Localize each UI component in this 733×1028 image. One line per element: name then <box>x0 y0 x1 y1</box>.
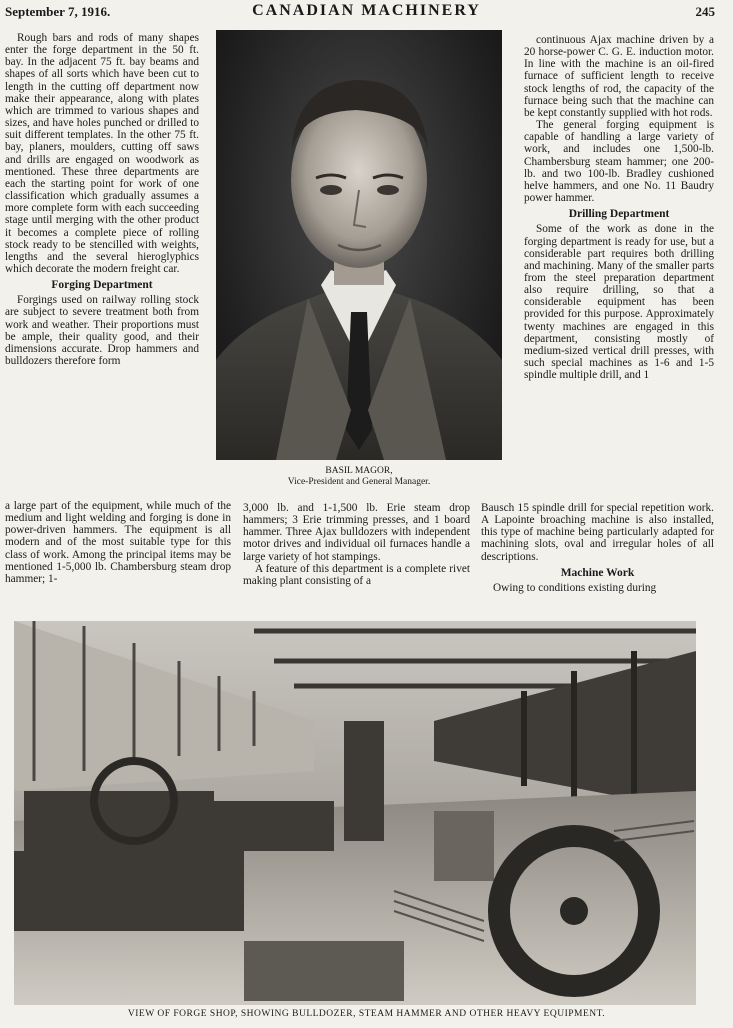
portrait-caption <box>216 466 502 488</box>
section-heading-forging: Forging Department <box>51 279 153 292</box>
section-heading-drilling: Drilling Department <box>568 208 670 221</box>
section-heading-machine-work: Machine Work <box>560 566 635 579</box>
column-3 <box>524 34 714 381</box>
paragraph: Bausch 15 spindle drill for special repetition work. A Lapointe broaching machine is also installed, this type of machine being particularly adapted for machining slots, oval and irregular holes of all descriptions. <box>481 502 714 563</box>
page-number: 245 <box>695 4 715 19</box>
column-3-lower <box>481 502 714 594</box>
column-2 <box>243 502 470 587</box>
paragraph: continuous Ajax machine driven by a 20 horse-power C. G. E. induction motor. In line with the machine is an oil-fired furnace of sufficient length to receive stock lengths of rod, the capacity of the furnace being such that the machine can be kept constantly supplied with hot rods. <box>524 34 714 119</box>
portrait-illustration <box>216 30 502 460</box>
forge-shop-photo <box>14 621 696 1005</box>
paragraph: a large part of the equipment, while much of the medium and light welding and forging is done in power-driven hammers. The equipment is all modern and of the most suitable type for this class of work. Among the principal items may be mentioned 1-5,000 lb. Chambersburg steam drop hammer; 1- <box>5 500 231 585</box>
column-1-lower <box>5 500 231 585</box>
paragraph: 3,000 lb. and 1-1,500 lb. Erie steam drop hammers; 3 Erie trimming presses, and 1 board hammer. Three Ajax bulldozers with independent motor drives and individual oil furnaces handle a large variety of hot stampings. <box>243 502 470 563</box>
paragraph: The general forging equipment is capable of handling a large variety of work, and includes one 1,500-lb. Chambersburg steam hammer; one 200-lb. and two 100-lb. Bradley cushioned helve hammers, and one No. 11 Baudry power hammer. <box>524 119 714 205</box>
paragraph: Some of the work as done in the forging department is ready for use, but a considerable part requires both drilling and machining. Many of the smaller parts from the steel preparation department also require drilling, so that a considerable equipment has been provided for this purpose. Approximately twenty machines are engaged in this department, consisting mostly of medium-sized vertical drill presses, with such special machines as 1-6 and 1-5 spindle multiple drill, and 1 <box>524 223 714 382</box>
column-1 <box>5 32 199 367</box>
photo-caption: VIEW OF FORGE SHOP, SHOWING BULLDOZER, STEAM HAMMER AND OTHER HEAVY EQUIPMENT. <box>127 1009 606 1019</box>
paragraph: Forgings used on railway rolling stock are subject to severe treatment both from work and weather. Their proportions must be ample, their quality good, and their dimensions accurate. Drop hammers and bulldozers therefore form <box>5 294 199 368</box>
portrait-photo <box>216 30 502 460</box>
issue-date: September 7, 1916. <box>5 4 111 19</box>
paragraph: Rough bars and rods of many shapes enter the forge department in the 50 ft. bay. In the adjacent 75 ft. bay beams and shapes of all sorts which have been cut to length in the cutting off department now make their appearance, along with plates which are trimmed to various shapes and sizes, and have holes punched or drilled to suit different templates. In the other 75 ft. bay, planers, moulders, cutting off saws and drills are engaged on woodwork as mentioned. These three departments are each the starting point for work of one classification which gradually assumes a more complete form with each succeeding stage until merging with the other product it becomes a complete piece of rolling stock ready to be stencilled with weights, lengths and the several hieroglyphics which decorate the modern freight car. <box>5 32 199 275</box>
caption-title: Vice-President and General Manager. <box>287 477 431 487</box>
caption-name: BASIL MAGOR, <box>325 466 393 476</box>
paragraph: A feature of this department is a complete rivet making plant consisting of a <box>243 562 470 587</box>
journal-title: CANADIAN MACHINERY <box>252 2 481 19</box>
paragraph: Owing to conditions existing during <box>493 581 657 594</box>
page-header <box>0 4 733 22</box>
forge-shop-illustration <box>14 621 696 1005</box>
